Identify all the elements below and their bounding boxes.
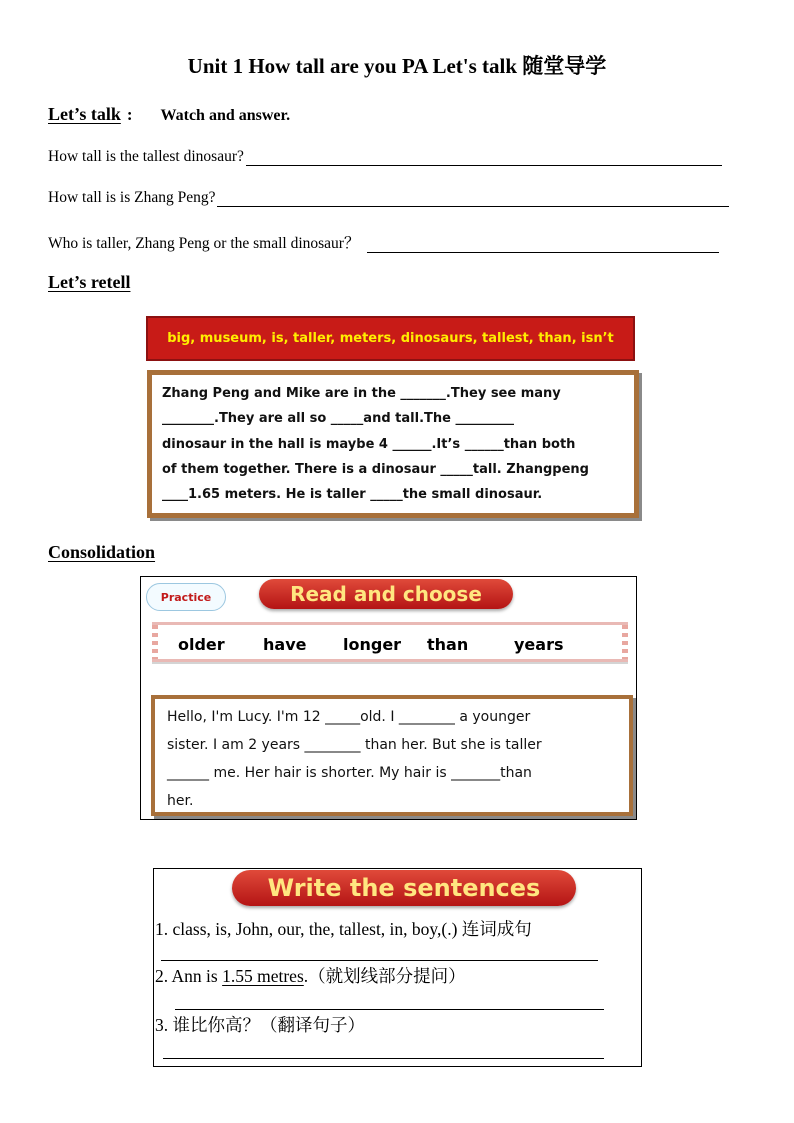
write-sentences-banner: Write the sentences — [232, 870, 576, 906]
read-passage — [167, 703, 617, 815]
write-item-1-answer-line[interactable] — [161, 960, 598, 961]
read-line-3: ______ me. Her hair is shorter. My hair is _______than — [167, 765, 532, 781]
word-option-longer: longer — [343, 635, 402, 654]
question-1 — [48, 148, 722, 166]
read-line-1: Hello, I'm Lucy. I'm 12 _____old. I ________ a younger — [167, 709, 531, 725]
read-line-4: her. — [167, 793, 194, 809]
word-option-years: years — [514, 635, 564, 654]
lets-talk-instruction: Watch and answer. — [160, 107, 291, 124]
word-option-older: older — [178, 635, 225, 654]
word-choice-strip — [152, 622, 628, 662]
word-option-than: than — [427, 635, 469, 654]
strip-left-edge — [152, 625, 158, 659]
write-item-2-prefix: 2. Ann is — [155, 966, 223, 986]
write-item-2-underlined: 1.55 metres — [222, 966, 304, 986]
strip-right-edge — [622, 625, 628, 659]
question-1-text: How tall is the tallest dinosaur? — [48, 148, 244, 165]
write-item-3-answer-line[interactable] — [163, 1058, 604, 1059]
question-3-text: Who is taller, Zhang Peng or the small dinosaur？ — [48, 235, 360, 252]
retell-line-3: dinosaur in the hall is maybe 4 ______.It’s ______than both — [162, 436, 576, 452]
write-item-2-suffix: .（就划线部分提问） — [303, 966, 466, 986]
retell-line-4: of them together. There is a dinosaur _____tall. Zhangpeng — [162, 461, 589, 477]
question-2-text: How tall is is Zhang Peng? — [48, 189, 216, 206]
practice-tag: Practice — [146, 583, 226, 611]
write-item-1: 1. class, is, John, our, the, tallest, in, boy,(.) 连词成句 — [155, 919, 532, 939]
read-and-choose-banner: Read and choose — [259, 579, 513, 609]
question-2-answer-line[interactable] — [217, 191, 729, 207]
retell-word-bank: big, museum, is, taller, meters, dinosaurs, tallest, than, isn’t — [146, 316, 635, 361]
consolidation-heading: Consolidation — [48, 542, 156, 562]
retell-passage — [162, 381, 624, 507]
lets-talk-heading: Let’s talk — [48, 104, 121, 124]
question-1-answer-line[interactable] — [246, 150, 722, 166]
retell-line-2: ________.They are all so _____and tall.The _________ — [162, 411, 514, 427]
retell-line-1: Zhang Peng and Mike are in the _______.They see many — [162, 386, 561, 401]
write-item-2-answer-line[interactable] — [175, 1009, 604, 1010]
read-passage-box — [151, 695, 633, 816]
lets-talk-header — [48, 104, 290, 125]
question-3-answer-line[interactable] — [367, 237, 719, 253]
write-item-2 — [155, 963, 466, 988]
lets-talk-colon: : — [126, 105, 133, 124]
retell-line-5: ____1.65 meters. He is taller _____the small dinosaur. — [162, 487, 543, 503]
retell-passage-box — [147, 370, 639, 518]
write-item-3: 3. 谁比你高？（翻译句子） — [155, 1015, 365, 1035]
word-option-have: have — [263, 635, 307, 654]
lets-retell-heading: Let’s retell — [48, 272, 131, 292]
page-title: Unit 1 How tall are you PA Let's talk 随堂导学 — [187, 54, 607, 78]
question-2 — [48, 189, 729, 207]
question-3 — [48, 231, 719, 253]
read-line-2: sister. I am 2 years ________ than her. But she is taller — [167, 737, 542, 753]
